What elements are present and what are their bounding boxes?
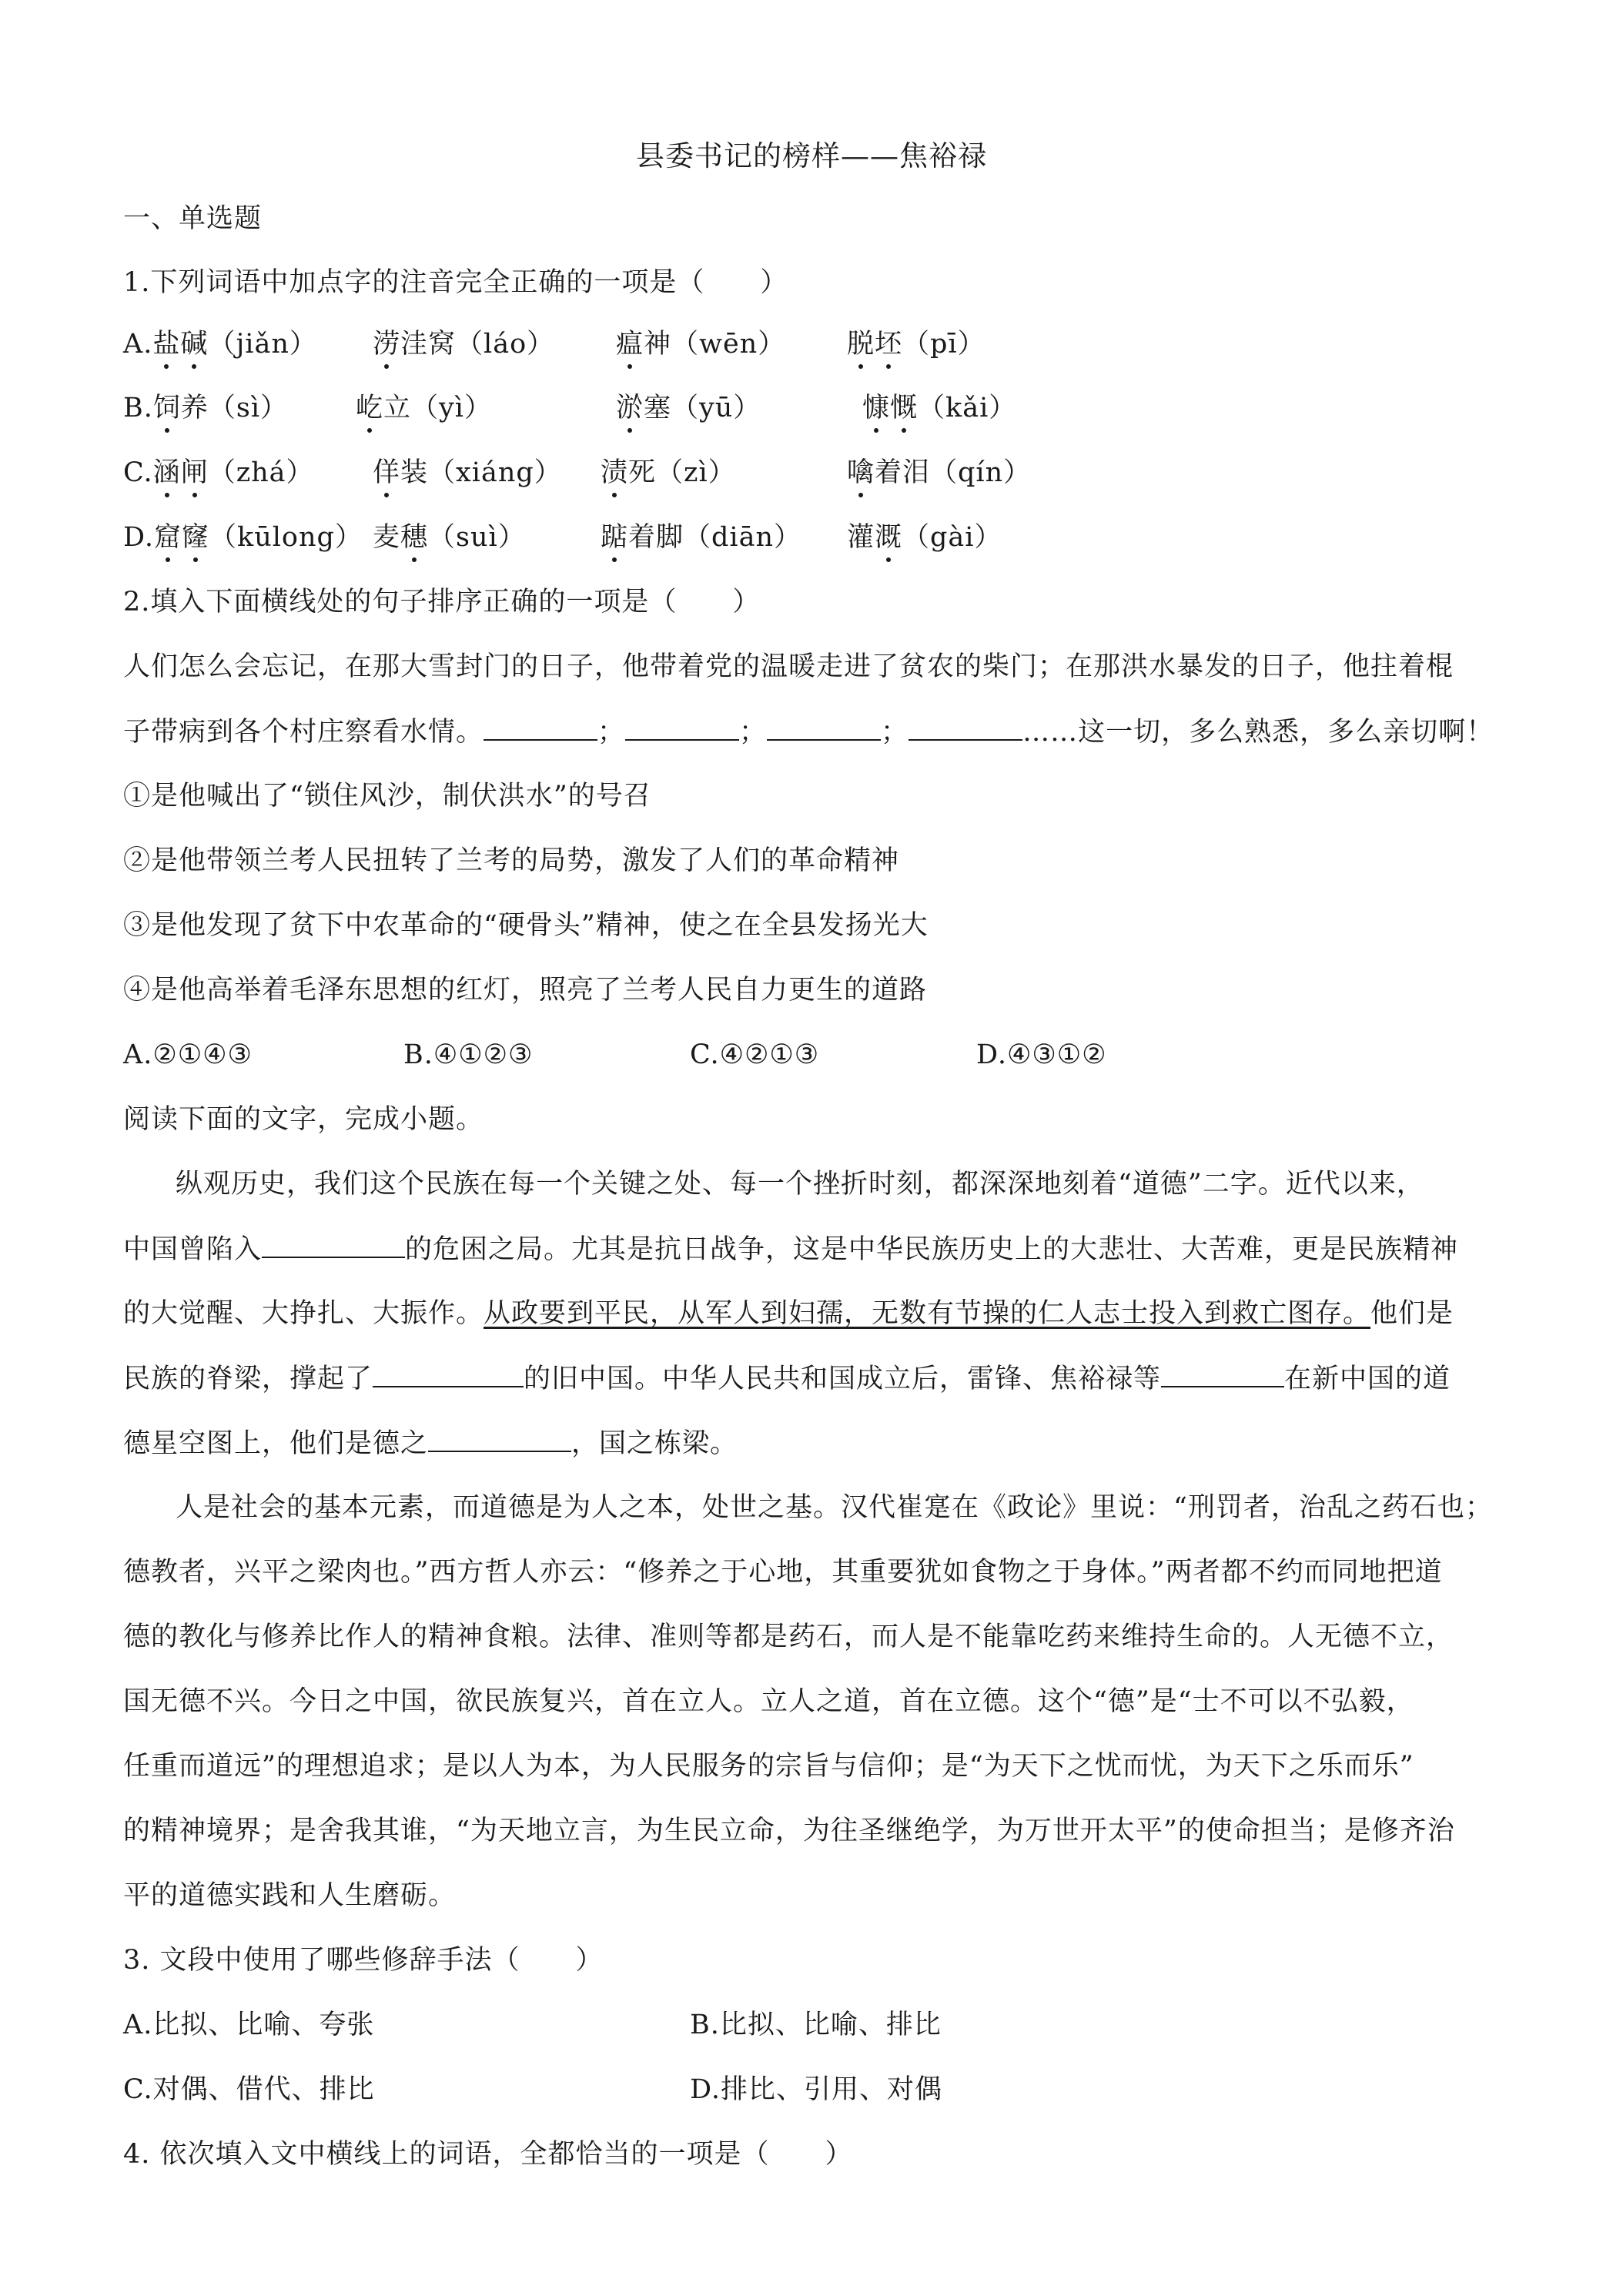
question-3-option-b: B.比拟、比喻、排比	[690, 2010, 942, 2040]
question-2-option-d: D.④③①②	[976, 1039, 1107, 1070]
question-3-option-d: D.排比、引用、对偶	[690, 2074, 942, 2105]
pinyin: （kǎi）	[918, 393, 1017, 423]
answer-blank	[262, 1232, 405, 1258]
dotted-char: 穗	[400, 522, 429, 553]
passage-line	[123, 1297, 1454, 1330]
question-2-passage-line: 人们怎么会忘记，在那大雪封门的日子，他带着党的温暖走进了贫农的柴门；在那洪水暴发的日子，他拄着棍	[123, 651, 1454, 682]
passage-text: 的危困之局。尤其是抗日战争，这是中华民族历史上的大悲壮、大苦难，更是民族精神	[405, 1234, 1459, 1265]
dotted-char: 闸	[180, 457, 209, 488]
answer-blank	[767, 715, 881, 741]
question-2-passage-line	[123, 715, 1494, 749]
pinyin: （pī）	[902, 329, 986, 360]
dotted-char: 淤	[616, 393, 644, 423]
question-3-stem: 3. 文段中使用了哪些修辞手法（ ）	[123, 1945, 604, 1976]
reading-instruction: 阅读下面的文字，完成小题。	[123, 1104, 484, 1135]
passage-line	[123, 1361, 1451, 1396]
dotted-char: 窟	[153, 522, 182, 553]
word-text: 着脚（diān）	[628, 522, 802, 553]
sentence-option: ①是他喊出了“锁住风沙，制伏洪水”的号召	[123, 781, 651, 812]
passage-text: 子带病到各个村庄察看水情。	[123, 717, 484, 748]
word-text: 洼窝（láo）	[400, 329, 555, 360]
word-text: 塞（yū）	[644, 393, 761, 423]
dotted-char: 佯	[373, 457, 401, 488]
passage-text: 他们是	[1370, 1298, 1454, 1329]
dotted-char: 溉	[875, 522, 903, 553]
word-text: 神（wēn）	[644, 329, 786, 360]
separator: ；	[881, 717, 909, 748]
dotted-char: 慨	[890, 393, 919, 423]
option-letter: B.	[123, 393, 153, 423]
dotted-char: 涝	[373, 329, 401, 360]
option-letter: C.	[123, 457, 153, 488]
dotted-char: 碱	[180, 329, 209, 360]
passage-text: 德星空图上，他们是德之	[123, 1428, 429, 1459]
option-letter: A.	[123, 329, 153, 360]
answer-blank	[484, 715, 597, 741]
pinyin: （zhá）	[208, 457, 314, 488]
word-text: 灌	[847, 522, 875, 553]
word-text: 养（sì）	[180, 393, 289, 423]
passage-text: ……这一切，多么熟悉，多么亲切啊！	[1022, 717, 1494, 748]
answer-blank	[625, 715, 739, 741]
passage-line: 德教者，兴平之梁肉也。”西方哲人亦云：“修养之于心地，其重要犹如食物之于身体。”两者都不约而同地把道	[123, 1557, 1443, 1588]
sentence-option: ③是他发现了贫下中农革命的“硬骨头”精神，使之在全县发扬光大	[123, 910, 929, 941]
passage-line: 德的教化与修养比作人的精神食粮。法律、准则等都是药石，而人是不能靠吃药来维持生命的。人无德不立，	[123, 1622, 1454, 1652]
sentence-option: ④是他高举着毛泽东思想的红灯，照亮了兰考人民自力更生的道路	[123, 975, 928, 1006]
question-2-option-b: B.④①②③	[403, 1039, 534, 1070]
dotted-char: 屹	[356, 393, 384, 423]
separator: ；	[597, 717, 626, 748]
passage-text: 的旧中国。中华人民共和国成立后，雷锋、焦裕禄等	[524, 1364, 1162, 1394]
document-title: 县委书记的榜样——焦裕禄	[636, 139, 987, 172]
passage-line: 的精神境界；是舍我其谁，“为天地立言，为生民立命，为往圣继绝学，为万世开太平”的使命担当；是修齐治	[123, 1816, 1455, 1846]
dotted-char: 踮	[601, 522, 629, 553]
answer-blank	[428, 1426, 571, 1452]
question-2-stem: 2.填入下面横线处的句子排序正确的一项是（ ）	[123, 587, 761, 618]
question-2-option-c: C.④②①③	[690, 1039, 820, 1070]
question-1-stem: 1.下列词语中加点字的注音完全正确的一项是（ ）	[123, 267, 788, 298]
passage-text: 在新中国的道	[1284, 1364, 1451, 1394]
answer-blank	[1161, 1361, 1284, 1387]
passage-line: 平的道德实践和人生磨砺。	[123, 1880, 457, 1911]
word-text: 装（xiáng）	[400, 457, 562, 488]
passage-text: ，国之栋梁。	[571, 1428, 738, 1459]
question-3-option-a: A.比拟、比喻、夸张	[123, 2010, 375, 2040]
question-2-option-a: A.②①④③	[123, 1039, 253, 1070]
passage-line	[123, 1426, 738, 1461]
section-heading: 一、单选题	[123, 203, 263, 234]
dotted-char: 脱	[847, 329, 875, 360]
passage-text: 的大觉醒、大挣扎、大振作。	[123, 1298, 484, 1329]
pinyin: （suì）	[428, 522, 526, 553]
word-text: 麦	[373, 522, 401, 553]
dotted-char: 饲	[152, 393, 181, 423]
word-text: 着泪（qín）	[875, 457, 1032, 488]
answer-blank	[373, 1361, 524, 1387]
dotted-char: 瘟	[616, 329, 644, 360]
dotted-char: 慷	[862, 393, 891, 423]
word-text: 死（zì）	[628, 457, 736, 488]
passage-line	[123, 1232, 1458, 1267]
dotted-char: 涵	[152, 457, 181, 488]
dotted-char: 渍	[601, 457, 629, 488]
word-text: 立（yì）	[383, 393, 492, 423]
pinyin: （kūlong）	[209, 522, 363, 553]
passage-text: 民族的脊梁，撑起了	[123, 1364, 373, 1394]
pinyin: （jiǎn）	[208, 329, 317, 360]
question-4-stem: 4. 依次填入文中横线上的词语，全都恰当的一项是（ ）	[123, 2139, 853, 2170]
pinyin: （gài）	[902, 522, 1002, 553]
dotted-char: 噙	[847, 457, 875, 488]
passage-line: 人是社会的基本元素，而道德是为人之本，处世之基。汉代崔寔在《政论》里说：“刑罚者，治乱之药石也；	[176, 1492, 1493, 1523]
dotted-char: 盐	[152, 329, 181, 360]
passage-line: 国无德不兴。今日之中国，欲民族复兴，首在立人。立人之道，首在立德。这个“德”是“士不可以不弘毅，	[123, 1686, 1414, 1717]
passage-line: 任重而道远”的理想追求；是以人为本，为人民服务的宗旨与信仰；是“为天下之忧而忧，为天下之乐而乐”	[123, 1751, 1414, 1782]
dotted-char: 窿	[181, 522, 209, 553]
sentence-option: ②是他带领兰考人民扭转了兰考的局势，激发了人们的革命精神	[123, 845, 900, 876]
dotted-char: 坯	[875, 329, 903, 360]
underlined-sentence: 从政要到平民，从军人到妇孺，无数有节操的仁人志士投入到救亡图存。	[484, 1298, 1371, 1329]
question-3-option-c: C.对偶、借代、排比	[123, 2074, 375, 2105]
answer-blank	[909, 715, 1022, 741]
separator: ；	[739, 717, 768, 748]
passage-line: 纵观历史，我们这个民族在每一个关键之处、每一个挫折时刻，都深深地刻着“道德”二字。近代以来，	[176, 1169, 1424, 1200]
passage-text: 中国曾陷入	[123, 1234, 263, 1265]
option-letter: D.	[123, 522, 154, 553]
